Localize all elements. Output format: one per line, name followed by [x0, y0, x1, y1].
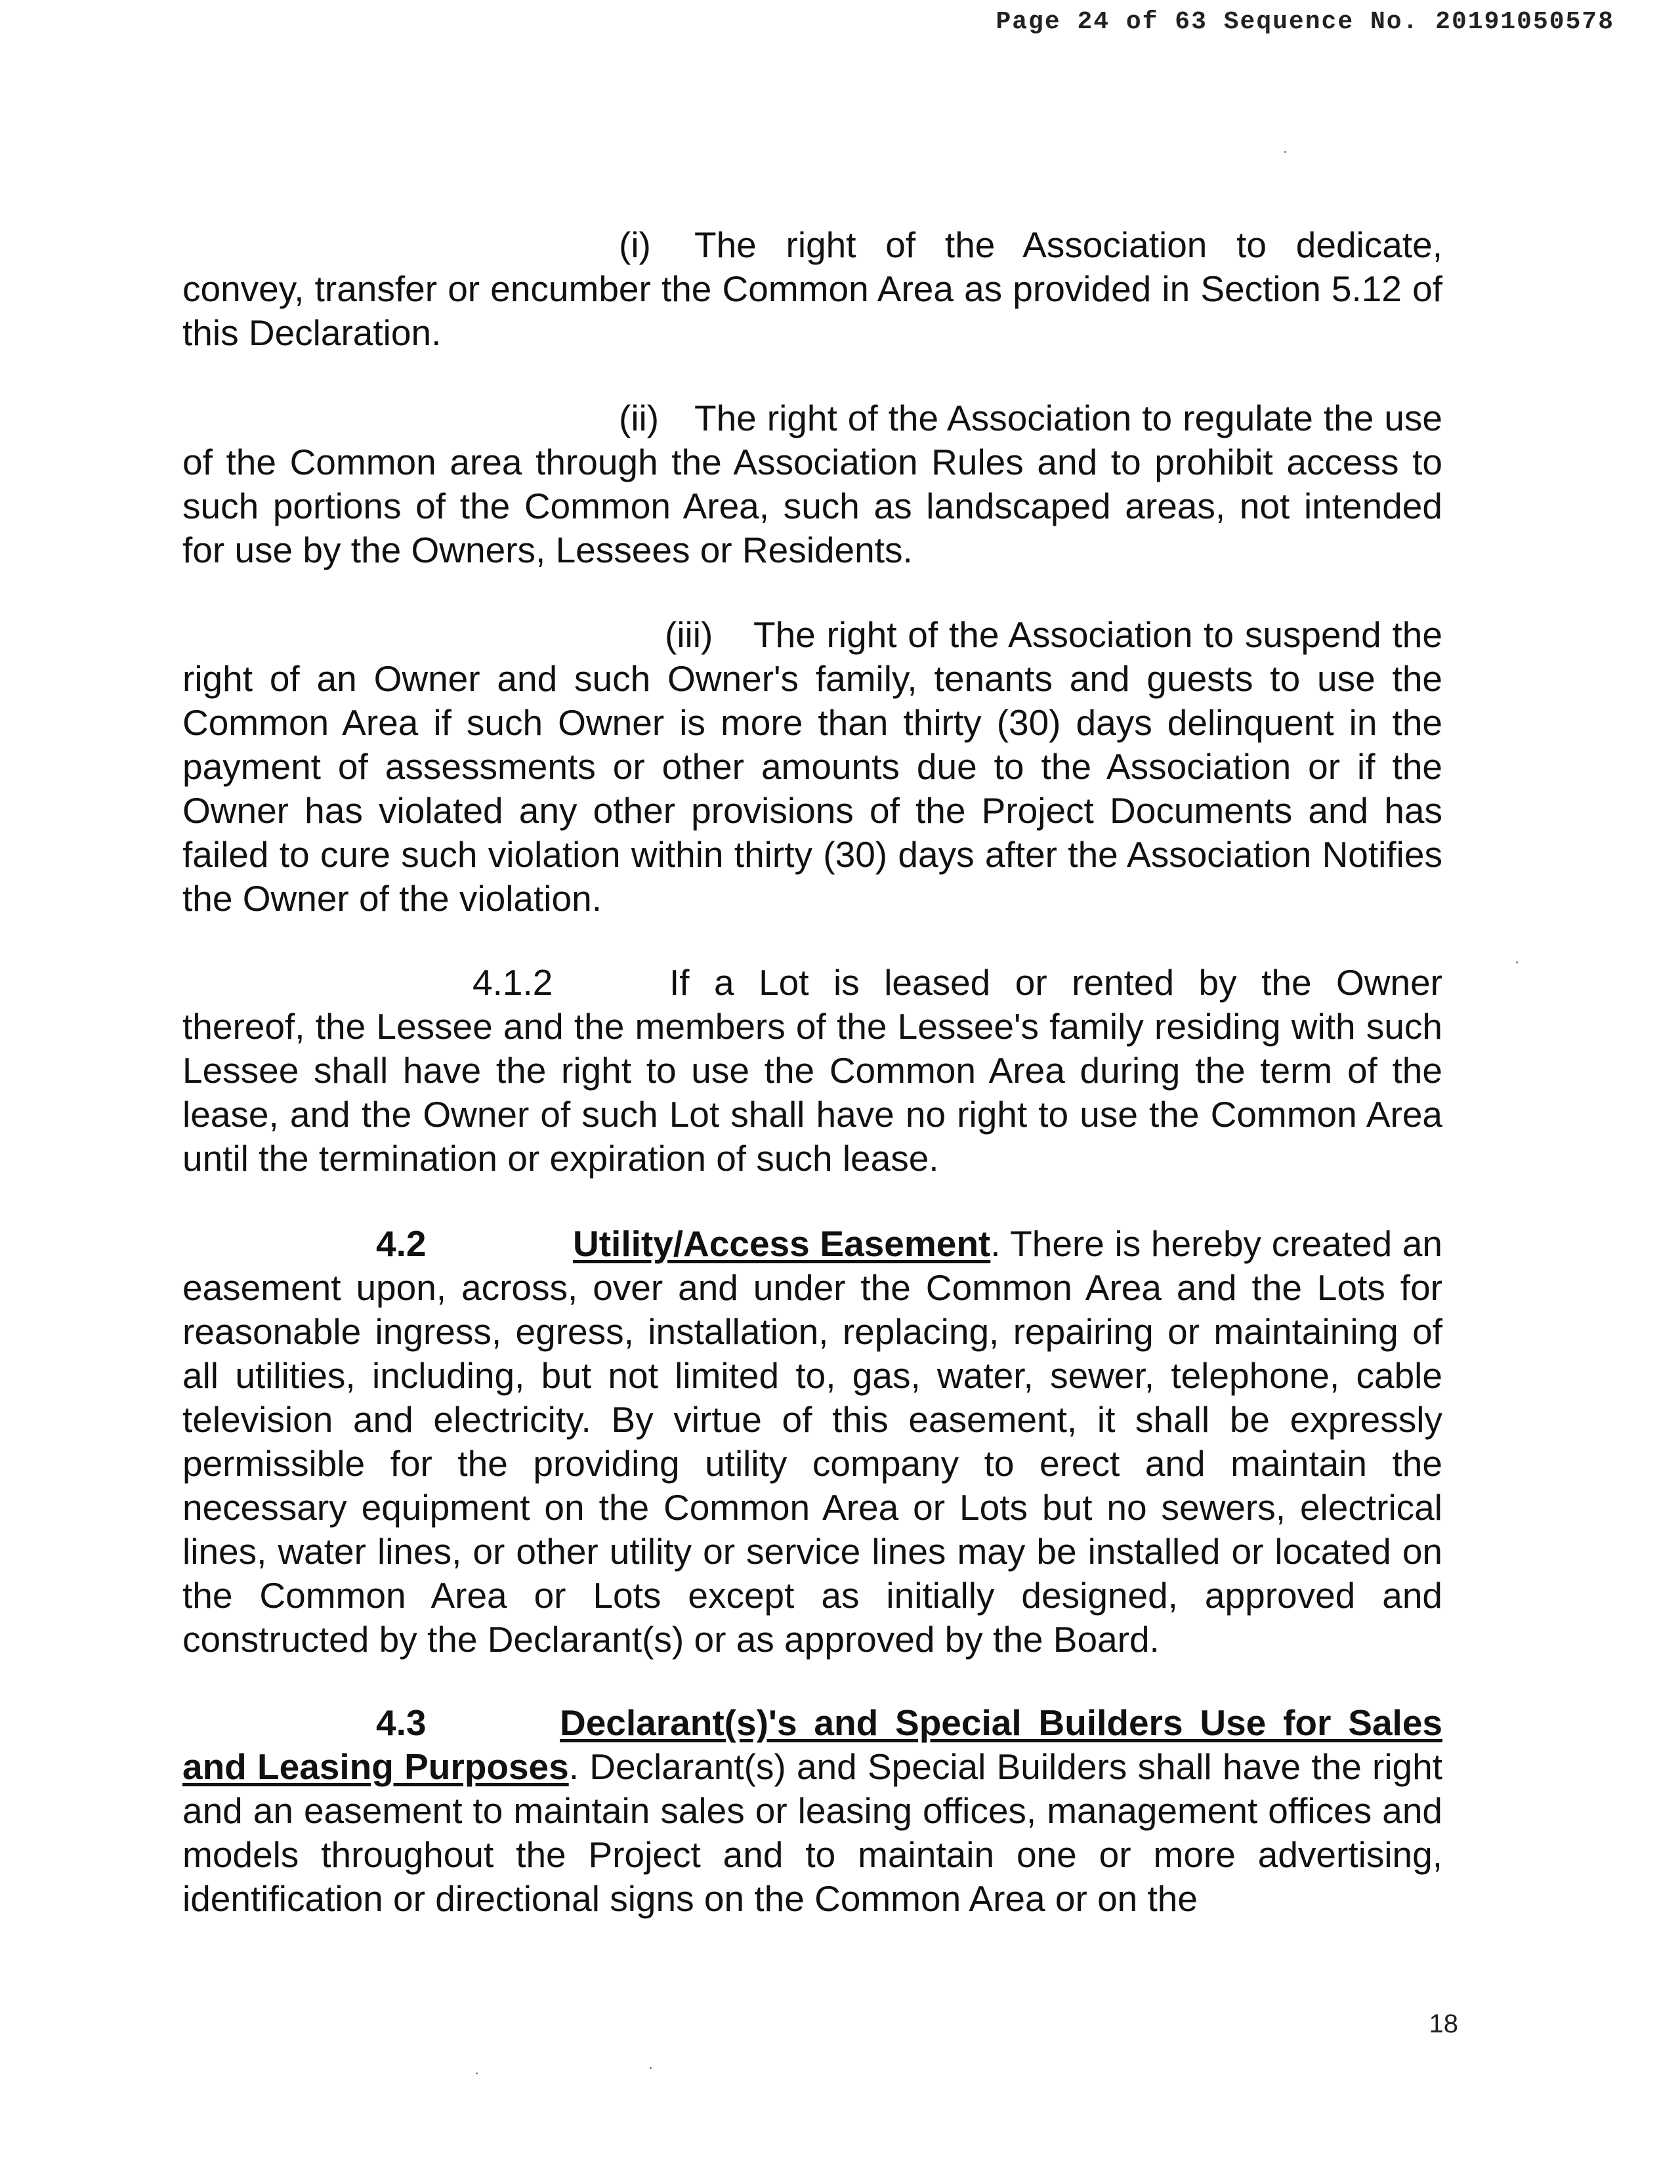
section-heading: Declarant(s)'s and Special Builders Use for Sales and Leasing Purposes [182, 1702, 1442, 1787]
scan-speck [1284, 151, 1286, 153]
scan-speck [650, 2067, 652, 2069]
paragraph-label: (i) [619, 224, 651, 265]
section-number: 4.3 [376, 1702, 427, 1743]
paragraph-text: . There is hereby created an easement upon, across, over and under the Common Area and the Lots for reasonable ingress, egress, installation, replacing, repairing or maintaining of all utilities, including, but not limited to, gas, water, sewer, telephone, cable television and electricity. By virtue of this easement, it shall be expressly permissible for the providing utility company to erect and maintain the necessary equipment on the Common Area or Lots but no sewers, electrical lines, water lines, or other utility or service lines may be installed or located on the Common Area or Lots except as initially designed, approved and constructed by the Declarant(s) or as approved by the Board. [182, 1223, 1442, 1660]
paragraph-label: (iii) [665, 614, 713, 655]
paragraph-i [182, 223, 1442, 355]
section-4-3 [182, 1701, 1442, 1921]
page-header: Page 24 of 63 Sequence No. 20191050578 [996, 8, 1614, 36]
paragraph-text: The right of the Association to regulate the use of the Common area through the Association Rules and to prohibit access to such portions of the Common Area, such as landscaped areas, not intended for use by the Owners, Lessees or Residents. [182, 398, 1442, 570]
section-number: 4.1.2 [472, 962, 553, 1003]
paragraph-text: . Declarant(s) and Special Builders shall have the right and an easement to maintain sales or leasing offices, management offices and models throughout the Project and to maintain one or more advertising, identification or directional signs on the Common Area or on the [182, 1746, 1443, 1919]
section-number: 4.2 [376, 1223, 427, 1264]
paragraph-4-1-2 [182, 961, 1442, 1181]
paragraph-text: The right of the Association to dedicate, convey, transfer or encumber the Common Area as provided in Section 5.12 of this Declaration. [182, 224, 1442, 353]
section-4-2 [182, 1222, 1442, 1662]
section-heading: Utility/Access Easement [573, 1223, 991, 1264]
page-number: 18 [1429, 2009, 1458, 2038]
paragraph-text: If a Lot is leased or rented by the Owner thereof, the Lessee and the members of the Lessee's family residing with such Lessee shall have the right to use the Common Area during the term of the lease, and the Owner of such Lot shall have no right to use the Common Area until the termination or expiration of such lease. [182, 962, 1442, 1179]
paragraph-ii [182, 396, 1442, 572]
paragraph-label: (ii) [619, 398, 660, 438]
paragraph-text: The right of the Association to suspend the right of an Owner and such Owner's family, tenants and guests to use the Common Area if such Owner is more than thirty (30) days delinquent in the payment of assessments or other amounts due to the Association or if the Owner has violated any other provisions of the Project Documents and has failed to cure such violation within thirty (30) days after the Association Notifies the Owner of the violation. [182, 614, 1442, 919]
scan-speck [476, 2072, 478, 2074]
scan-speck [1516, 961, 1518, 963]
paragraph-iii [182, 613, 1442, 921]
